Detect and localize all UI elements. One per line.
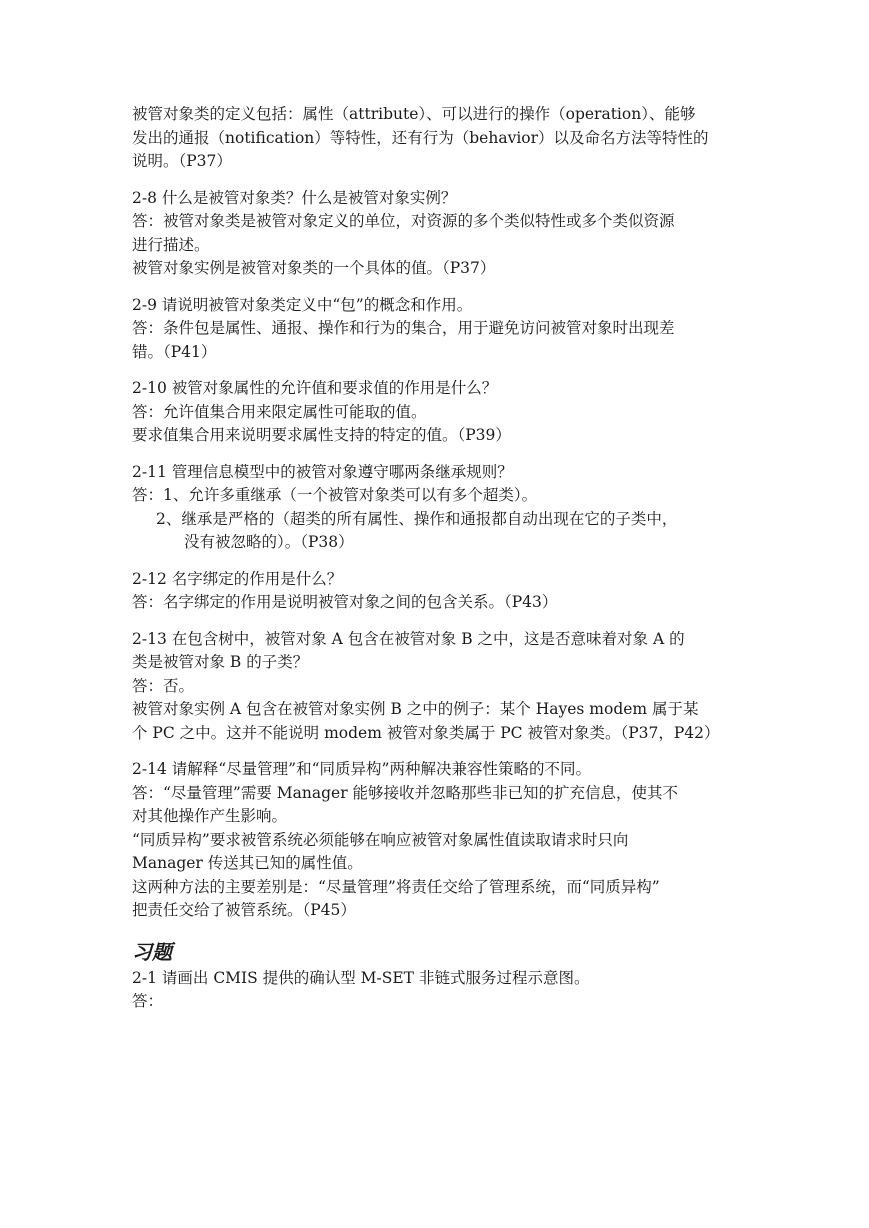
- answer-2-14-line-4: Manager 传送其已知的属性值。: [132, 854, 363, 872]
- qa-2-14: [132, 758, 740, 923]
- qa-2-11: [132, 461, 740, 555]
- document-page: [132, 103, 740, 1014]
- answer-2-9-line-1: 答：条件包是属性、通报、操作和行为的集合，用于避免访问被管对象时出现差: [132, 319, 675, 337]
- answer-2-14-line-3: “同质异构”要求被管系统必须能够在响应被管对象属性值读取请求时只向: [132, 830, 629, 849]
- question-2-13-line-2: 类是被管对象 B 的子类？: [132, 653, 309, 671]
- exercises-heading: 习题: [132, 939, 172, 964]
- exercise-2-1-question: 2-1 请画出 CMIS 提供的确认型 M-SET 非链式服务过程示意图。: [132, 968, 590, 987]
- answer-2-8-line-2: 进行描述。: [132, 235, 210, 254]
- qa-2-8: [132, 187, 740, 281]
- answer-2-8-line-1: 答：被管对象类是被管对象定义的单位，对资源的多个类似特性或多个类似资源: [132, 212, 675, 230]
- question-2-9: 2-9 请说明被管对象类定义中“包”的概念和作用。: [132, 295, 473, 314]
- answer-2-10-line-1: 答：允许值集合用来限定属性可能取的值。: [132, 402, 427, 421]
- answer-2-13-line-3: 个 PC 之中。这并不能说明 modem 被管对象类属于 PC 被管对象类。（P37，P42）: [132, 723, 720, 742]
- answer-2-10-line-2: 要求值集合用来说明要求属性支持的特定的值。（P39）: [132, 426, 511, 444]
- answer-2-14-line-6: 把责任交给了被管系统。（P45）: [132, 901, 356, 919]
- exercises-block: [132, 967, 740, 1014]
- question-2-10: 2-10 被管对象属性的允许值和要求值的作用是什么？: [132, 379, 498, 397]
- answer-2-13-line-1: 答：否。: [132, 676, 195, 695]
- answer-2-14-line-2: 对其他操作产生影响。: [132, 807, 288, 825]
- answer-2-11-line-3: 没有被忽略的）。（P38）: [184, 533, 354, 551]
- answer-2-14-line-1: 答：“尽量管理”需要 Manager 能够接收并忽略那些非已知的扩充信息，使其不: [132, 783, 679, 802]
- qa-2-12: [132, 568, 740, 615]
- answer-2-14-line-5: 这两种方法的主要差别是：“尽量管理”将责任交给了管理系统，而“同质异构”: [132, 877, 660, 896]
- question-2-12: 2-12 名字绑定的作用是什么？: [132, 569, 343, 588]
- exercise-2-1-answer: 答：: [132, 992, 164, 1010]
- qa-2-9: [132, 294, 740, 365]
- answer-2-9-line-2: 错。（P41）: [132, 342, 217, 361]
- answer-2-12-line-1: 答：名字绑定的作用是说明被管对象之间的包含关系。（P43）: [132, 593, 558, 611]
- answer-2-13-line-2: 被管对象实例 A 包含在被管对象实例 B 之中的例子：某个 Hayes modem 属于某: [132, 700, 699, 718]
- answer-2-11-line-2: 2、继承是严格的（超类的所有属性、操作和通报都自动出现在它的子类中，: [156, 509, 678, 528]
- intro-line-1: 被管对象类的定义包括：属性（attribute）、可以进行的操作（operation）、能够: [132, 105, 696, 123]
- question-2-14: 2-14 请解释“尽量管理”和“同质异构”两种解决兼容性策略的不同。: [132, 760, 591, 778]
- answer-2-8-line-3: 被管对象实例是被管对象类的一个具体的值。（P37）: [132, 259, 496, 277]
- intro-paragraph: [132, 103, 740, 174]
- answer-2-11-line-1: 答：1、允许多重继承（一个被管对象类可以有多个超类）。: [132, 486, 538, 504]
- intro-line-3: 说明。（P37）: [132, 152, 232, 170]
- question-2-13-line-1: 2-13 在包含树中，被管对象 A 包含在被管对象 B 之中，这是否意味着对象 A 的: [132, 629, 685, 648]
- question-2-8: 2-8 什么是被管对象类？什么是被管对象实例？: [132, 188, 457, 207]
- qa-2-13: [132, 628, 740, 746]
- intro-line-2: 发出的通报（notification）等特性，还有行为（behavior）以及命名方法等特性的: [132, 128, 709, 147]
- question-2-11: 2-11 管理信息模型中的被管对象遵守哪两条继承规则？: [132, 462, 513, 481]
- qa-2-10: [132, 377, 740, 448]
